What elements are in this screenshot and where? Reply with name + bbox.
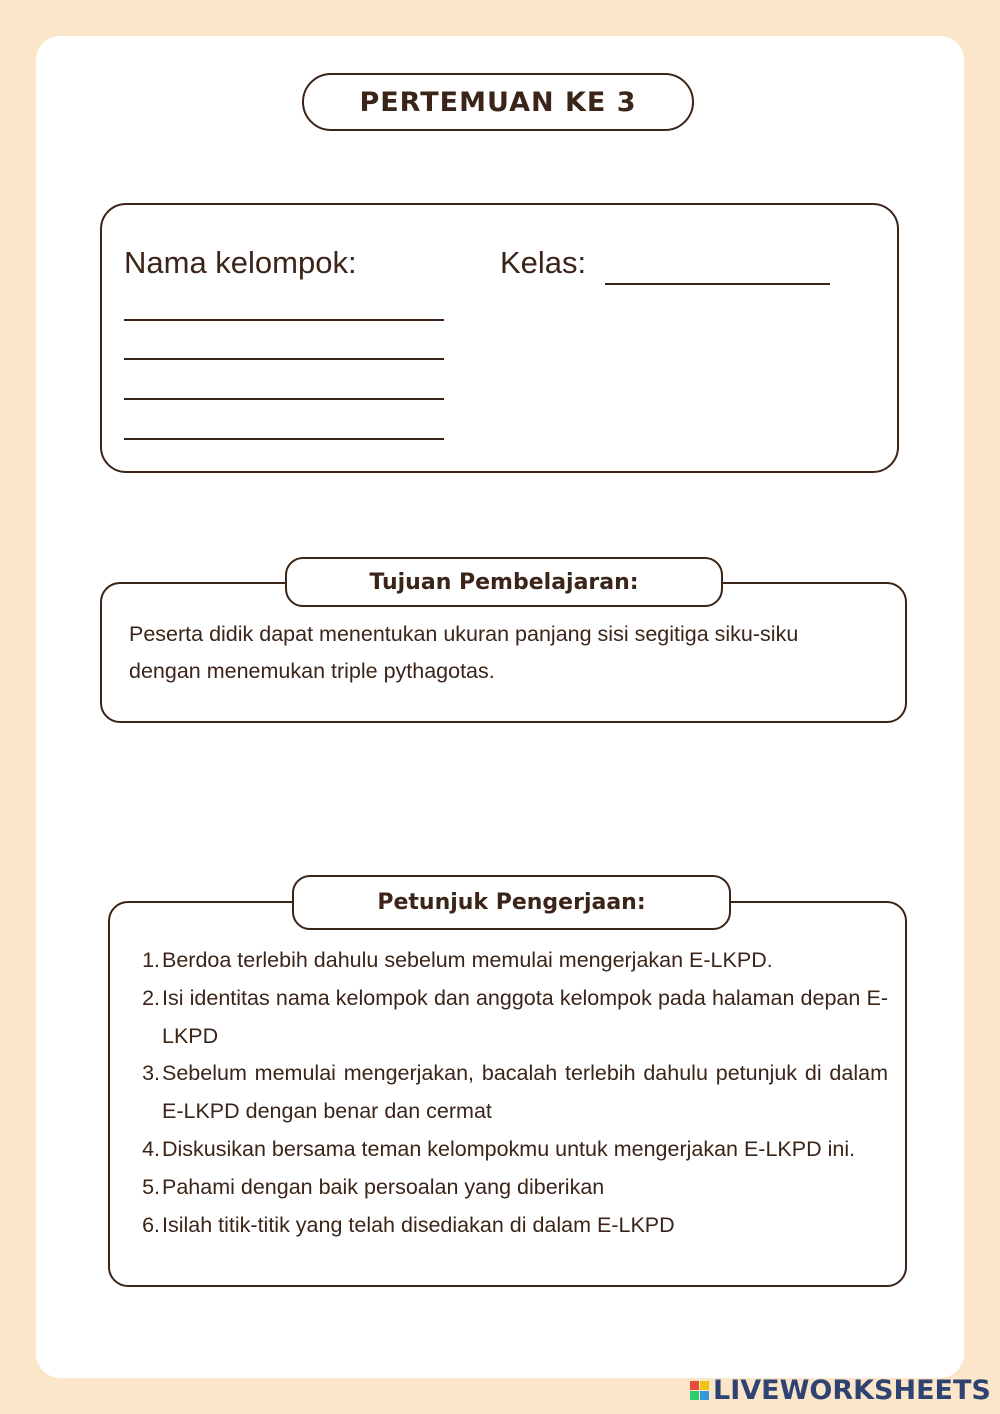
logo-square-v bbox=[690, 1391, 699, 1400]
liveworksheets-logo-icon bbox=[690, 1381, 709, 1400]
instruction-item: 5. Pahami dengan baik persoalan yang diberikan bbox=[142, 1174, 605, 1199]
group-member-line[interactable] bbox=[124, 398, 444, 400]
group-member-line[interactable] bbox=[124, 438, 444, 440]
objectives-line-2: dengan menemukan triple pythagotas. bbox=[129, 659, 495, 683]
instruction-item: 4. Diskusikan bersama teman kelompokmu untuk mengerjakan E-LKPD ini. bbox=[142, 1136, 856, 1161]
class-answer-line[interactable] bbox=[605, 283, 830, 285]
instruction-item: 6. Isilah titik-titik yang telah disediakan di dalam E-LKPD bbox=[142, 1212, 675, 1237]
logo-square-e bbox=[700, 1391, 709, 1400]
instruction-item: 2. Isi identitas nama kelompok dan anggota kelompok pada halaman depan E-LKPD bbox=[142, 985, 888, 1048]
objectives-line-1: Peserta didik dapat menentukan ukuran panjang sisi segitiga siku-siku bbox=[129, 622, 799, 646]
watermark-text: LIVEWORKSHEETS bbox=[713, 1374, 991, 1406]
logo-square-i bbox=[700, 1381, 709, 1390]
logo-square-l bbox=[690, 1381, 699, 1390]
liveworksheets-watermark bbox=[690, 1370, 991, 1410]
page-title: PERTEMUAN KE 3 bbox=[302, 73, 694, 131]
group-member-line[interactable] bbox=[124, 358, 444, 360]
instruction-item: 1. Berdoa terlebih dahulu sebelum memulai mengerjakan E-LKPD. bbox=[142, 948, 773, 972]
identity-box bbox=[100, 203, 899, 473]
group-member-line[interactable] bbox=[124, 319, 444, 321]
instructions-heading: Petunjuk Pengerjaan: bbox=[292, 875, 731, 930]
class-label: Kelas: bbox=[500, 245, 587, 280]
objectives-heading: Tujuan Pembelajaran: bbox=[285, 557, 723, 607]
instructions-list bbox=[134, 942, 888, 1244]
group-name-label: Nama kelompok: bbox=[124, 245, 357, 280]
instruction-item: 3. Sebelum memulai mengerjakan, bacalah terlebih dahulu petunjuk di dalam E-LKPD dengan benar dan cermat bbox=[142, 1061, 888, 1124]
